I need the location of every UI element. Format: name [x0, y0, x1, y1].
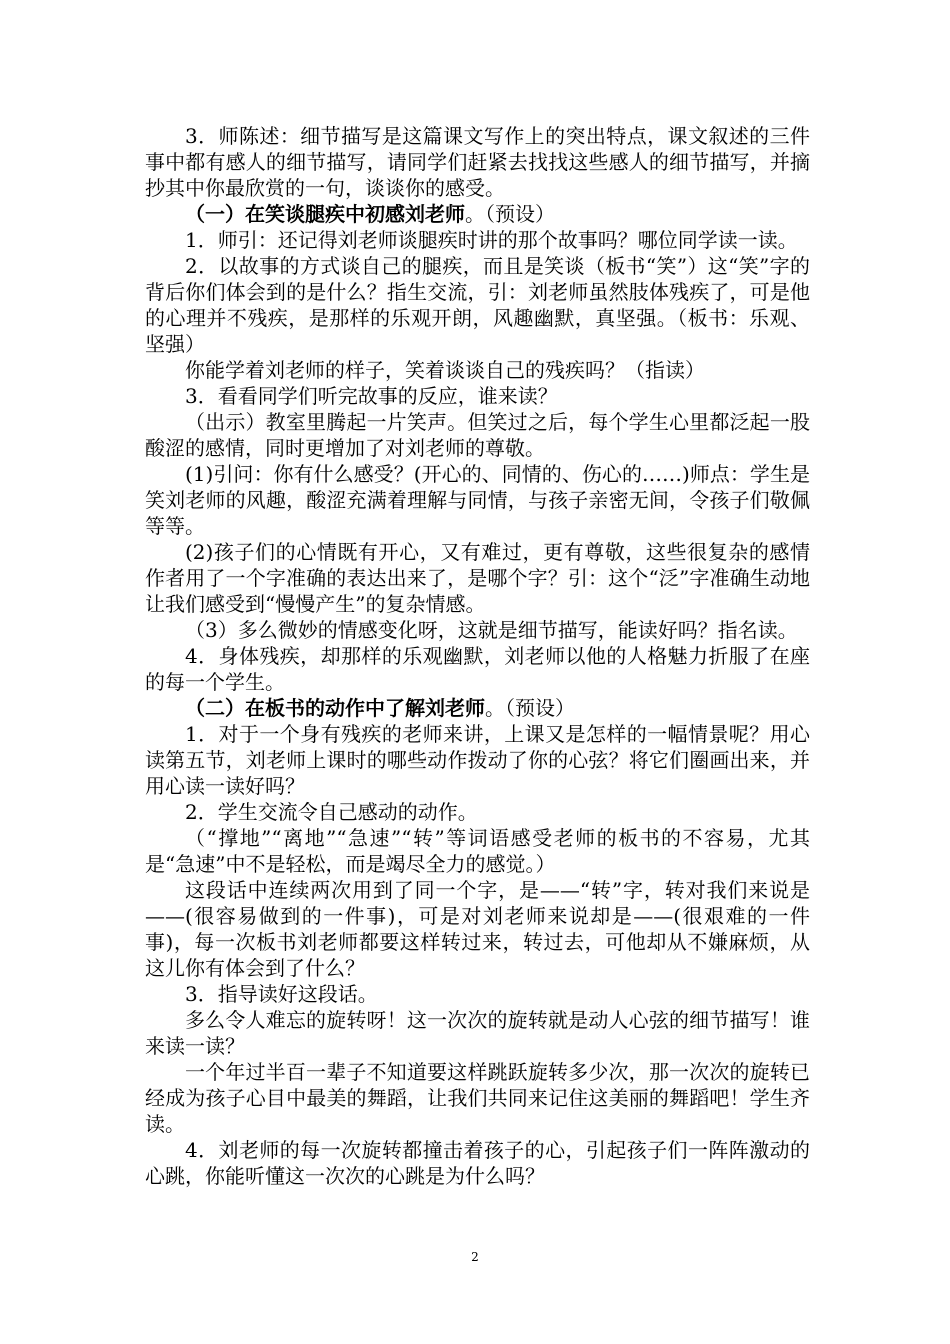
paragraph: 一个年过半百一辈子不知道要这样跳跃旋转多少次，那一次次的旋转已经成为孩子心目中最美的舞蹈，让我们共同来记住这美丽的舞蹈吧！学生齐读。 — [145, 1060, 810, 1136]
paragraph: 3．指导读好这段话。 — [185, 982, 378, 1006]
paragraph: 2．学生交流令自己感动的动作。 — [185, 800, 478, 824]
paragraph: 你能学着刘老师的样子，笑着谈谈自己的残疾吗？（指读） — [185, 358, 705, 382]
paragraph: 1．师引：还记得刘老师谈腿疾时讲的那个故事吗？哪位同学读一读。 — [185, 228, 798, 252]
section-heading-suffix: 。（预设） — [465, 202, 555, 226]
section-heading-text: （二）在板书的动作中了解刘老师 — [185, 696, 485, 720]
paragraph: （“撑地”“离地”“急速”“转”等词语感受老师的板书的不容易，尤其是“急速”中不是轻松，而是竭尽全力的感觉。） — [145, 826, 810, 876]
paragraph: 这段话中连续两次用到了同一个字，是——“转”字，转对我们来说是——(很容易做到的一件事)，可是对刘老师来说却是——(很艰难的一件事)，每一次板书刘老师都要这样转过来，转过去，可他却从不嫌麻烦，从这儿你有体会到了什么？ — [145, 878, 810, 980]
paragraph: 3．师陈述：细节描写是这篇课文写作上的突出特点，课文叙述的三件事中都有感人的细节描写，请同学们赶紧去找找这些感人的细节描写，并摘抄其中你最欣赏的一句，谈谈你的感受。 — [145, 124, 810, 200]
section-heading — [145, 695, 810, 721]
paragraph: 4．刘老师的每一次旋转都撞击着孩子的心，引起孩子们一阵阵激动的心跳，你能听懂这一次次的心跳是为什么吗？ — [145, 1138, 810, 1188]
paragraph: (1)引问：你有什么感受？(开心的、同情的、伤心的……)师点：学生是笑刘老师的风趣，酸涩充满着理解与同情，与孩子亲密无间，令孩子们敬佩等等。 — [145, 462, 810, 538]
section-heading-text: （一）在笑谈腿疾中初感刘老师 — [185, 202, 465, 226]
paragraph: 3．看看同学们听完故事的反应，谁来读？ — [185, 384, 558, 408]
document-body — [145, 123, 810, 1189]
paragraph: 多么令人难忘的旋转呀！这一次次的旋转就是动人心弦的细节描写！谁来读一读？ — [145, 1008, 810, 1058]
paragraph: 2．以故事的方式谈自己的腿疾，而且是笑谈（板书“笑”）这“笑”字的背后你们体会到的是什么？指生交流，引：刘老师虽然肢体残疾了，可是他的心理并不残疾，是那样的乐观开朗，风趣幽默，真坚强。（板书：乐观、坚强） — [145, 254, 810, 356]
paragraph: 4．身体残疾，却那样的乐观幽默，刘老师以他的人格魅力折服了在座的每一个学生。 — [145, 644, 810, 694]
section-heading — [145, 201, 810, 227]
paragraph: （出示）教室里腾起一片笑声。但笑过之后，每个学生心里都泛起一股酸涩的感情，同时更增加了对刘老师的尊敬。 — [145, 410, 810, 460]
section-heading-suffix: 。（预设） — [485, 696, 575, 720]
paragraph: （3）多么微妙的情感变化呀，这就是细节描写，能读好吗？指名读。 — [185, 618, 798, 642]
paragraph: (2)孩子们的心情既有开心，又有难过，更有尊敬，这些很复杂的感情作者用了一个字准确的表达出来了，是哪个字？引：这个“泛”字准确生动地让我们感受到“慢慢产生”的复杂情感。 — [145, 540, 810, 616]
paragraph: 1．对于一个身有残疾的老师来讲，上课又是怎样的一幅情景呢？用心读第五节，刘老师上课时的哪些动作拨动了你的心弦？将它们圈画出来，并用心读一读好吗？ — [145, 722, 810, 798]
page-number: 2 — [471, 1250, 479, 1264]
